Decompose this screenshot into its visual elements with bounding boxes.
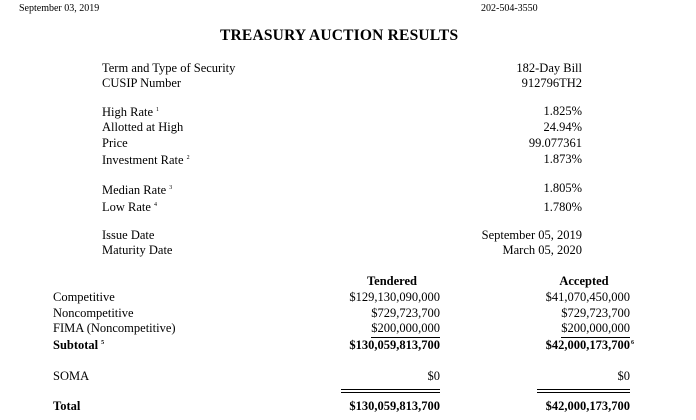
median-rate-value: 1.805% (543, 181, 582, 195)
term-label: Term and Type of Security (102, 61, 236, 75)
allotted-label: Allotted at High (102, 120, 184, 134)
high-rate-label: High Rate $^1$ (102, 105, 160, 119)
cusip-label: CUSIP Number (102, 76, 182, 90)
tendered-noncompetitive: $729,723,700 (371, 306, 440, 320)
accepted-header: Accepted (559, 274, 609, 288)
median-rate-label: Median Rate $^3$ (102, 183, 173, 197)
release-date: September 03, 2019 (19, 3, 100, 14)
term-value: 182-Day Bill (516, 61, 582, 75)
row-label-fima: FIMA (Noncompetitive) (53, 321, 176, 335)
price-label: Price (102, 136, 128, 150)
accepted-total-rule (537, 389, 630, 390)
accepted-noncompetitive: $729,723,700 (561, 306, 630, 320)
issue-date-value: September 05, 2019 (481, 228, 582, 242)
investment-rate-label: Investment Rate $^2$ (102, 153, 190, 167)
accepted-total: $42,000,173,700 (545, 399, 630, 413)
allotted-value: 24.94% (543, 120, 582, 134)
footnote-marker: 5 (101, 339, 105, 346)
row-label-total: Total (53, 399, 81, 413)
footnote-marker: 3 (169, 184, 173, 191)
high-rate-value: 1.825% (543, 104, 582, 118)
footnote-marker: 6 (631, 339, 634, 346)
low-rate-value: 1.780% (543, 200, 582, 214)
investment-rate-value: 1.873% (543, 152, 582, 166)
maturity-date-value: March 05, 2020 (502, 243, 582, 257)
footnote-marker: 4 (153, 201, 157, 208)
cusip-value: 912796TH2 (521, 76, 582, 90)
tendered-header: Tendered (366, 274, 417, 288)
tendered-total-rule (341, 389, 440, 390)
row-label-competitive: Competitive (53, 290, 115, 304)
accepted-total-rule (537, 392, 630, 393)
tendered-subtotal: $130,059,813,700 (349, 338, 440, 352)
row-label-soma: SOMA (53, 369, 90, 383)
accepted-soma: $0 (617, 369, 630, 383)
accepted-competitive: $41,070,450,000 (545, 290, 630, 304)
accepted-subtotal: $42,000,173,700$^6$ (545, 338, 634, 352)
tendered-total-rule (341, 392, 440, 393)
low-rate-label: Low Rate $^4$ (102, 200, 157, 214)
row-label-subtotal: Subtotal $^5$ (53, 338, 105, 352)
tendered-total: $130,059,813,700 (349, 399, 440, 413)
accepted-fima: $200,000,000 (561, 321, 630, 338)
contact-phone: 202-504-3550 (481, 3, 538, 14)
tendered-soma: $0 (427, 369, 440, 383)
tendered-competitive: $129,130,090,000 (349, 290, 440, 304)
maturity-date-label: Maturity Date (102, 243, 173, 257)
footnote-marker: 2 (186, 154, 190, 161)
page-title: TREASURY AUCTION RESULTS (220, 27, 459, 44)
price-value: 99.077361 (528, 136, 582, 150)
row-label-noncompetitive: Noncompetitive (53, 306, 134, 320)
footnote-marker: 1 (156, 106, 160, 113)
tendered-fima: $200,000,000 (371, 321, 440, 338)
issue-date-label: Issue Date (102, 228, 155, 242)
